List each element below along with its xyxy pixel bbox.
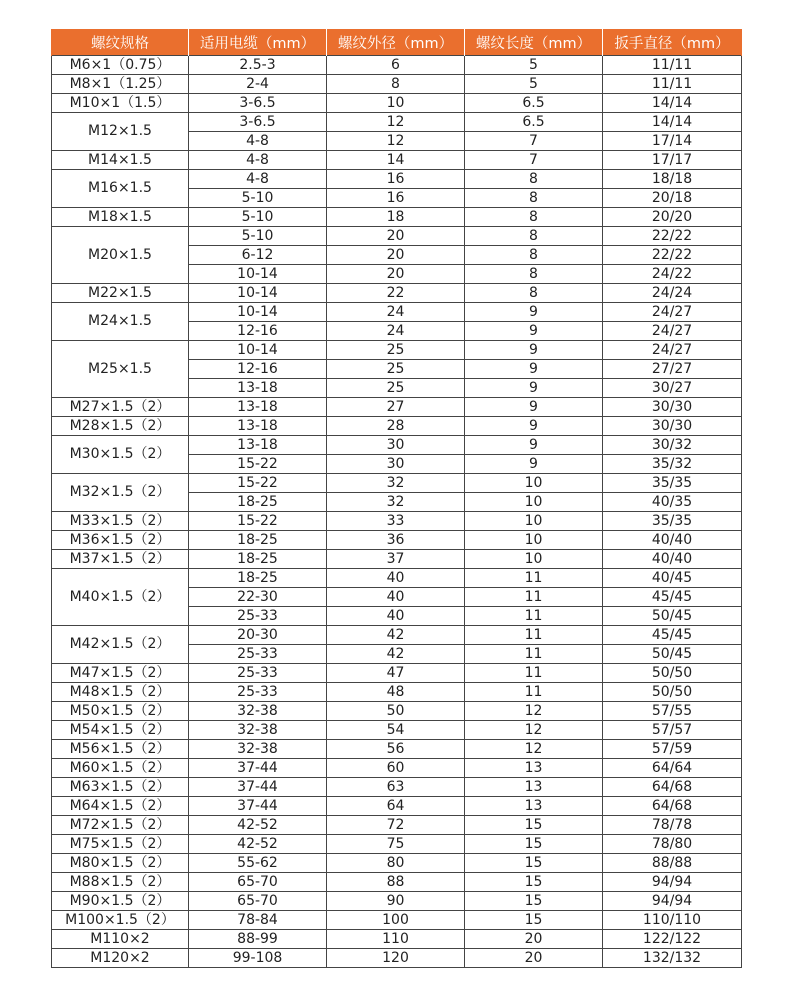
wrench-diameter-cell: 22/22: [603, 227, 742, 246]
cable-range-cell: 55-62: [189, 854, 327, 873]
thread-length-cell: 13: [465, 778, 603, 797]
outer-diameter-cell: 20: [327, 265, 465, 284]
cable-range-cell: 13-18: [189, 379, 327, 398]
wrench-diameter-cell: 88/88: [603, 854, 742, 873]
table-row: [52, 740, 742, 759]
wrench-diameter-cell: 14/14: [603, 94, 742, 113]
table-row: [52, 930, 742, 949]
cable-range-cell: 2-4: [189, 75, 327, 94]
outer-diameter-cell: 25: [327, 379, 465, 398]
table-row: [52, 341, 742, 360]
thread-spec-cell: M110×2: [52, 930, 189, 949]
table-row: [52, 797, 742, 816]
wrench-diameter-cell: 40/40: [603, 531, 742, 550]
cable-range-cell: 25-33: [189, 607, 327, 626]
thread-spec-cell: M42×1.5（2）: [52, 626, 189, 664]
thread-length-cell: 8: [465, 227, 603, 246]
thread-length-cell: 10: [465, 512, 603, 531]
thread-length-cell: 8: [465, 189, 603, 208]
cable-range-cell: 22-30: [189, 588, 327, 607]
thread-spec-table: [51, 29, 742, 968]
cable-range-cell: 99-108: [189, 949, 327, 968]
outer-diameter-cell: 110: [327, 930, 465, 949]
thread-spec-cell: M25×1.5: [52, 341, 189, 398]
cable-range-cell: 10-14: [189, 341, 327, 360]
table-row: [52, 949, 742, 968]
outer-diameter-cell: 100: [327, 911, 465, 930]
wrench-diameter-cell: 24/27: [603, 303, 742, 322]
wrench-diameter-cell: 40/35: [603, 493, 742, 512]
cable-range-cell: 10-14: [189, 265, 327, 284]
wrench-diameter-cell: 78/80: [603, 835, 742, 854]
wrench-diameter-cell: 30/32: [603, 436, 742, 455]
outer-diameter-cell: 30: [327, 455, 465, 474]
cable-range-cell: 10-14: [189, 284, 327, 303]
cable-range-cell: 42-52: [189, 816, 327, 835]
outer-diameter-cell: 54: [327, 721, 465, 740]
outer-diameter-cell: 27: [327, 398, 465, 417]
thread-length-cell: 5: [465, 75, 603, 94]
table-row: [52, 702, 742, 721]
table-row: [52, 911, 742, 930]
thread-spec-cell: M120×2: [52, 949, 189, 968]
wrench-diameter-cell: 11/11: [603, 56, 742, 75]
thread-spec-cell: M36×1.5（2）: [52, 531, 189, 550]
thread-length-cell: 8: [465, 208, 603, 227]
thread-length-cell: 12: [465, 702, 603, 721]
wrench-diameter-cell: 50/45: [603, 645, 742, 664]
cable-range-cell: 5-10: [189, 189, 327, 208]
thread-length-cell: 11: [465, 664, 603, 683]
thread-length-cell: 11: [465, 683, 603, 702]
cable-range-cell: 13-18: [189, 436, 327, 455]
wrench-diameter-cell: 50/50: [603, 683, 742, 702]
cable-range-cell: 20-30: [189, 626, 327, 645]
cable-range-cell: 18-25: [189, 569, 327, 588]
outer-diameter-cell: 22: [327, 284, 465, 303]
wrench-diameter-cell: 50/50: [603, 664, 742, 683]
wrench-diameter-cell: 35/35: [603, 474, 742, 493]
outer-diameter-cell: 20: [327, 227, 465, 246]
cable-range-cell: 13-18: [189, 417, 327, 436]
outer-diameter-cell: 16: [327, 189, 465, 208]
thread-length-cell: 15: [465, 911, 603, 930]
outer-diameter-cell: 32: [327, 493, 465, 512]
wrench-diameter-cell: 11/11: [603, 75, 742, 94]
thread-length-cell: 13: [465, 797, 603, 816]
thread-spec-cell: M80×1.5（2）: [52, 854, 189, 873]
thread-spec-cell: M8×1（1.25）: [52, 75, 189, 94]
thread-length-cell: 10: [465, 531, 603, 550]
thread-length-cell: 9: [465, 379, 603, 398]
thread-spec-cell: M14×1.5: [52, 151, 189, 170]
cable-range-cell: 15-22: [189, 455, 327, 474]
wrench-diameter-cell: 24/27: [603, 322, 742, 341]
wrench-diameter-cell: 18/18: [603, 170, 742, 189]
outer-diameter-cell: 12: [327, 132, 465, 151]
cable-range-cell: 3-6.5: [189, 94, 327, 113]
thread-spec-cell: M56×1.5（2）: [52, 740, 189, 759]
outer-diameter-cell: 42: [327, 645, 465, 664]
thread-spec-cell: M37×1.5（2）: [52, 550, 189, 569]
wrench-diameter-cell: 40/40: [603, 550, 742, 569]
thread-spec-cell: M30×1.5（2）: [52, 436, 189, 474]
thread-spec-cell: M40×1.5（2）: [52, 569, 189, 626]
outer-diameter-cell: 14: [327, 151, 465, 170]
outer-diameter-cell: 42: [327, 626, 465, 645]
thread-spec-cell: M48×1.5（2）: [52, 683, 189, 702]
wrench-diameter-cell: 20/18: [603, 189, 742, 208]
outer-diameter-cell: 36: [327, 531, 465, 550]
thread-length-cell: 10: [465, 493, 603, 512]
wrench-diameter-cell: 57/55: [603, 702, 742, 721]
thread-spec-cell: M16×1.5: [52, 170, 189, 208]
outer-diameter-cell: 48: [327, 683, 465, 702]
cable-range-cell: 2.5-3: [189, 56, 327, 75]
wrench-diameter-cell: 94/94: [603, 873, 742, 892]
outer-diameter-cell: 30: [327, 436, 465, 455]
thread-length-cell: 9: [465, 303, 603, 322]
table-row: [52, 94, 742, 113]
table-body: [52, 56, 742, 968]
cable-range-cell: 10-14: [189, 303, 327, 322]
outer-diameter-cell: 60: [327, 759, 465, 778]
thread-length-cell: 11: [465, 626, 603, 645]
thread-length-cell: 13: [465, 759, 603, 778]
thread-spec-cell: M72×1.5（2）: [52, 816, 189, 835]
wrench-diameter-cell: 27/27: [603, 360, 742, 379]
cable-range-cell: 65-70: [189, 873, 327, 892]
thread-length-cell: 15: [465, 816, 603, 835]
outer-diameter-cell: 28: [327, 417, 465, 436]
wrench-diameter-cell: 57/57: [603, 721, 742, 740]
cable-range-cell: 4-8: [189, 132, 327, 151]
header-wrench-diameter: 扳手直径（mm）: [603, 29, 742, 56]
outer-diameter-cell: 33: [327, 512, 465, 531]
outer-diameter-cell: 80: [327, 854, 465, 873]
wrench-diameter-cell: 50/45: [603, 607, 742, 626]
table-row: [52, 835, 742, 854]
thread-spec-cell: M90×1.5（2）: [52, 892, 189, 911]
wrench-diameter-cell: 24/27: [603, 341, 742, 360]
thread-spec-cell: M24×1.5: [52, 303, 189, 341]
wrench-diameter-cell: 57/59: [603, 740, 742, 759]
table-row: [52, 531, 742, 550]
wrench-diameter-cell: 24/24: [603, 284, 742, 303]
cable-range-cell: 88-99: [189, 930, 327, 949]
outer-diameter-cell: 10: [327, 94, 465, 113]
cable-range-cell: 78-84: [189, 911, 327, 930]
thread-length-cell: 6.5: [465, 94, 603, 113]
outer-diameter-cell: 32: [327, 474, 465, 493]
thread-spec-cell: M32×1.5（2）: [52, 474, 189, 512]
thread-spec-cell: M47×1.5（2）: [52, 664, 189, 683]
wrench-diameter-cell: 22/22: [603, 246, 742, 265]
table-row: [52, 683, 742, 702]
cable-range-cell: 25-33: [189, 645, 327, 664]
thread-length-cell: 8: [465, 284, 603, 303]
thread-length-cell: 20: [465, 930, 603, 949]
table-row: [52, 816, 742, 835]
cable-range-cell: 5-10: [189, 208, 327, 227]
thread-spec-cell: M54×1.5（2）: [52, 721, 189, 740]
thread-length-cell: 11: [465, 607, 603, 626]
thread-length-cell: 9: [465, 398, 603, 417]
table-row: [52, 892, 742, 911]
wrench-diameter-cell: 35/32: [603, 455, 742, 474]
cable-range-cell: 37-44: [189, 797, 327, 816]
wrench-diameter-cell: 94/94: [603, 892, 742, 911]
outer-diameter-cell: 6: [327, 56, 465, 75]
thread-length-cell: 7: [465, 132, 603, 151]
table-row: [52, 227, 742, 246]
outer-diameter-cell: 120: [327, 949, 465, 968]
outer-diameter-cell: 25: [327, 360, 465, 379]
cable-range-cell: 37-44: [189, 778, 327, 797]
table-row: [52, 512, 742, 531]
outer-diameter-cell: 40: [327, 607, 465, 626]
outer-diameter-cell: 24: [327, 322, 465, 341]
wrench-diameter-cell: 17/17: [603, 151, 742, 170]
cable-range-cell: 12-16: [189, 360, 327, 379]
outer-diameter-cell: 75: [327, 835, 465, 854]
thread-length-cell: 9: [465, 455, 603, 474]
header-thread-spec: 螺纹规格: [52, 29, 189, 56]
cable-range-cell: 5-10: [189, 227, 327, 246]
cable-range-cell: 15-22: [189, 512, 327, 531]
outer-diameter-cell: 64: [327, 797, 465, 816]
cable-range-cell: 18-25: [189, 493, 327, 512]
cable-range-cell: 32-38: [189, 740, 327, 759]
table-row: [52, 569, 742, 588]
thread-spec-cell: M75×1.5（2）: [52, 835, 189, 854]
thread-spec-cell: M64×1.5（2）: [52, 797, 189, 816]
thread-spec-cell: M63×1.5（2）: [52, 778, 189, 797]
wrench-diameter-cell: 122/122: [603, 930, 742, 949]
table-row: [52, 417, 742, 436]
outer-diameter-cell: 40: [327, 569, 465, 588]
outer-diameter-cell: 72: [327, 816, 465, 835]
wrench-diameter-cell: 20/20: [603, 208, 742, 227]
thread-spec-cell: M6×1（0.75）: [52, 56, 189, 75]
thread-spec-cell: M100×1.5（2）: [52, 911, 189, 930]
thread-spec-cell: M22×1.5: [52, 284, 189, 303]
outer-diameter-cell: 25: [327, 341, 465, 360]
thread-length-cell: 15: [465, 873, 603, 892]
outer-diameter-cell: 18: [327, 208, 465, 227]
cable-range-cell: 65-70: [189, 892, 327, 911]
cable-range-cell: 42-52: [189, 835, 327, 854]
thread-length-cell: 15: [465, 854, 603, 873]
wrench-diameter-cell: 64/64: [603, 759, 742, 778]
outer-diameter-cell: 12: [327, 113, 465, 132]
cable-range-cell: 18-25: [189, 550, 327, 569]
table-row: [52, 208, 742, 227]
table-row: [52, 854, 742, 873]
wrench-diameter-cell: 64/68: [603, 797, 742, 816]
thread-length-cell: 15: [465, 835, 603, 854]
header-row: [52, 29, 742, 56]
wrench-diameter-cell: 110/110: [603, 911, 742, 930]
thread-length-cell: 20: [465, 949, 603, 968]
cable-range-cell: 37-44: [189, 759, 327, 778]
outer-diameter-cell: 56: [327, 740, 465, 759]
thread-spec-cell: M18×1.5: [52, 208, 189, 227]
table-row: [52, 303, 742, 322]
cable-range-cell: 15-22: [189, 474, 327, 493]
thread-length-cell: 9: [465, 417, 603, 436]
cable-range-cell: 3-6.5: [189, 113, 327, 132]
wrench-diameter-cell: 14/14: [603, 113, 742, 132]
thread-length-cell: 8: [465, 170, 603, 189]
thread-length-cell: 11: [465, 588, 603, 607]
table-row: [52, 151, 742, 170]
wrench-diameter-cell: 30/27: [603, 379, 742, 398]
outer-diameter-cell: 16: [327, 170, 465, 189]
table-row: [52, 759, 742, 778]
thread-length-cell: 8: [465, 246, 603, 265]
thread-length-cell: 7: [465, 151, 603, 170]
table-row: [52, 284, 742, 303]
thread-spec-cell: M27×1.5（2）: [52, 398, 189, 417]
cable-range-cell: 18-25: [189, 531, 327, 550]
cable-range-cell: 6-12: [189, 246, 327, 265]
thread-length-cell: 8: [465, 265, 603, 284]
thread-spec-cell: M50×1.5（2）: [52, 702, 189, 721]
outer-diameter-cell: 47: [327, 664, 465, 683]
thread-spec-cell: M10×1（1.5）: [52, 94, 189, 113]
outer-diameter-cell: 24: [327, 303, 465, 322]
thread-length-cell: 12: [465, 740, 603, 759]
header-cable-range: 适用电缆（mm）: [189, 29, 327, 56]
outer-diameter-cell: 8: [327, 75, 465, 94]
outer-diameter-cell: 37: [327, 550, 465, 569]
thread-spec-cell: M33×1.5（2）: [52, 512, 189, 531]
thread-spec-cell: M88×1.5（2）: [52, 873, 189, 892]
thread-length-cell: 9: [465, 436, 603, 455]
table-row: [52, 664, 742, 683]
thread-spec-cell: M20×1.5: [52, 227, 189, 284]
cable-range-cell: 32-38: [189, 721, 327, 740]
table-row: [52, 170, 742, 189]
thread-length-cell: 9: [465, 360, 603, 379]
table-row: [52, 474, 742, 493]
thread-length-cell: 10: [465, 474, 603, 493]
thread-length-cell: 15: [465, 892, 603, 911]
wrench-diameter-cell: 45/45: [603, 588, 742, 607]
thread-length-cell: 9: [465, 322, 603, 341]
wrench-diameter-cell: 132/132: [603, 949, 742, 968]
wrench-diameter-cell: 45/45: [603, 626, 742, 645]
wrench-diameter-cell: 24/22: [603, 265, 742, 284]
header-outer-diameter: 螺纹外径（mm）: [327, 29, 465, 56]
outer-diameter-cell: 40: [327, 588, 465, 607]
wrench-diameter-cell: 17/14: [603, 132, 742, 151]
wrench-diameter-cell: 40/45: [603, 569, 742, 588]
cable-range-cell: 25-33: [189, 664, 327, 683]
cable-range-cell: 12-16: [189, 322, 327, 341]
table-row: [52, 778, 742, 797]
table-row: [52, 550, 742, 569]
outer-diameter-cell: 50: [327, 702, 465, 721]
table-row: [52, 113, 742, 132]
outer-diameter-cell: 20: [327, 246, 465, 265]
cable-range-cell: 4-8: [189, 151, 327, 170]
table-row: [52, 398, 742, 417]
thread-spec-cell: M60×1.5（2）: [52, 759, 189, 778]
thread-spec-cell: M12×1.5: [52, 113, 189, 151]
thread-length-cell: 10: [465, 550, 603, 569]
header-thread-length: 螺纹长度（mm）: [465, 29, 603, 56]
table-row: [52, 436, 742, 455]
wrench-diameter-cell: 78/78: [603, 816, 742, 835]
table-row: [52, 721, 742, 740]
cable-range-cell: 25-33: [189, 683, 327, 702]
outer-diameter-cell: 88: [327, 873, 465, 892]
thread-length-cell: 5: [465, 56, 603, 75]
thread-length-cell: 11: [465, 645, 603, 664]
cable-range-cell: 32-38: [189, 702, 327, 721]
outer-diameter-cell: 90: [327, 892, 465, 911]
table-row: [52, 626, 742, 645]
table-row: [52, 873, 742, 892]
thread-spec-cell: M28×1.5（2）: [52, 417, 189, 436]
outer-diameter-cell: 63: [327, 778, 465, 797]
thread-length-cell: 9: [465, 341, 603, 360]
cable-range-cell: 13-18: [189, 398, 327, 417]
thread-length-cell: 11: [465, 569, 603, 588]
wrench-diameter-cell: 64/68: [603, 778, 742, 797]
table-row: [52, 56, 742, 75]
cable-range-cell: 4-8: [189, 170, 327, 189]
wrench-diameter-cell: 30/30: [603, 398, 742, 417]
wrench-diameter-cell: 35/35: [603, 512, 742, 531]
table-row: [52, 75, 742, 94]
thread-length-cell: 12: [465, 721, 603, 740]
wrench-diameter-cell: 30/30: [603, 417, 742, 436]
thread-length-cell: 6.5: [465, 113, 603, 132]
